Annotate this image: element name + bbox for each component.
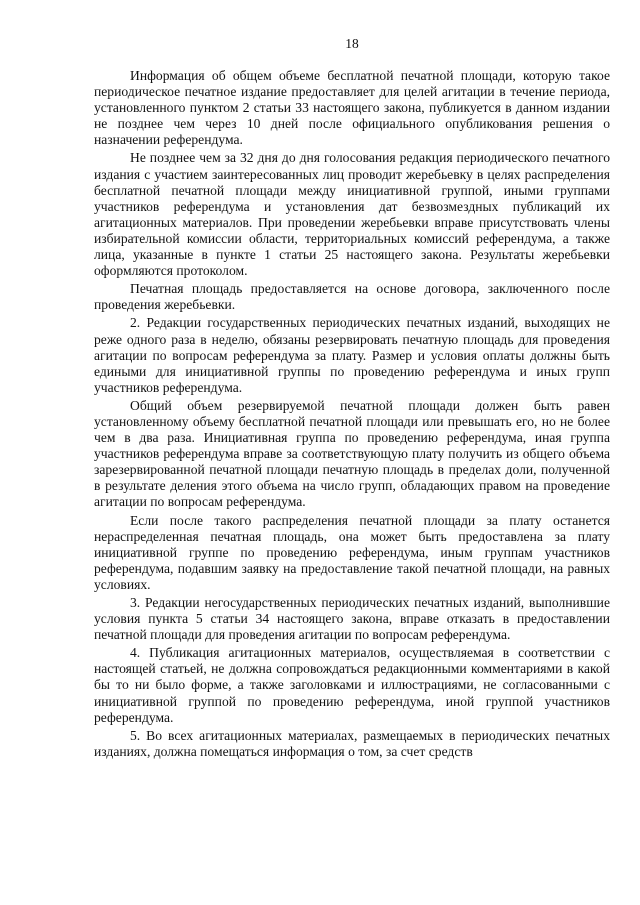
paragraph-4: 2. Редакции государственных периодических печатных изданий, выходящих не реже одного раза в неделю, обязаны резервировать печатную площадь для проведения агитации по вопросам референдума за плату. Размер и условия оплаты должны быть едиными для инициативной группы по проведению референдума и иных групп участников референдума. <box>94 315 610 395</box>
paragraph-1: Информация об общем объеме бесплатной печатной площади, которую такое периодическое печатное издание предоставляет для целей агитации в течение периода, установленного пунктом 2 статьи 33 настоящего закона, публикуется в данном издании не позднее чем через 10 дней после официального опубликования решения о назначении референдума. <box>94 68 610 148</box>
paragraph-7: 3. Редакции негосударственных периодических печатных изданий, выполнившие условия пункта 5 статьи 34 настоящего закона, вправе отказать в предоставлении печатной площади для проведения агитации по вопросам референдума. <box>94 595 610 643</box>
paragraph-9: 5. Во всех агитационных материалах, размещаемых в периодических печатных изданиях, должна помещаться информация о том, за счет средств <box>94 727 610 759</box>
document-page <box>94 36 610 760</box>
paragraph-3: Печатная площадь предоставляется на основе договора, заключенного после проведения жеребьевки. <box>94 281 610 313</box>
paragraph-2: Не позднее чем за 32 дня до дня голосования редакция периодического печатного издания с участием заинтересованных лиц проводит жеребьевку в целях распределения бесплатной печатной площади между инициативной группой, иными группами участников референдума и установления дат безвозмездных публикаций их агитационных материалов. При проведении жеребьевки вправе присутствовать члены избирательной комиссии области, территориальных комиссий референдума, а также лица, указанные в пункте 1 статьи 25 настоящего закона. Результаты жеребьевки оформляются протоколом. <box>94 150 610 279</box>
paragraph-6: Если после такого распределения печатной площади за плату останется нераспределенная печатная площадь, она может быть предоставлена за плату инициативной группе по проведению референдума, иным группам участников референдума, подавшим заявку на предоставление такой печатной площади, на равных условиях. <box>94 512 610 592</box>
paragraph-5: Общий объем резервируемой печатной площади должен быть равен установленному объему бесплатной печатной площади или превышать его, но не более чем в два раза. Инициативная группа по проведению референдума, иная группа участников референдума вправе за соответствующую плату получить из общего объема зарезервированной печатной площади печатную площадь в пределах доли, полученной в результате деления этого объема на число групп, обладающих правом на проведение агитации по вопросам референдума. <box>94 397 610 510</box>
page-number: 18 <box>345 36 359 51</box>
paragraph-8: 4. Публикация агитационных материалов, осуществляемая в соответствии с настоящей статьей, не должна сопровождаться редакционными комментариями в какой бы то ни было форме, а также заголовками и иллюстрациями, не согласованными с инициативной группой по проведению референдума, иной группой участников референдума. <box>94 645 610 725</box>
